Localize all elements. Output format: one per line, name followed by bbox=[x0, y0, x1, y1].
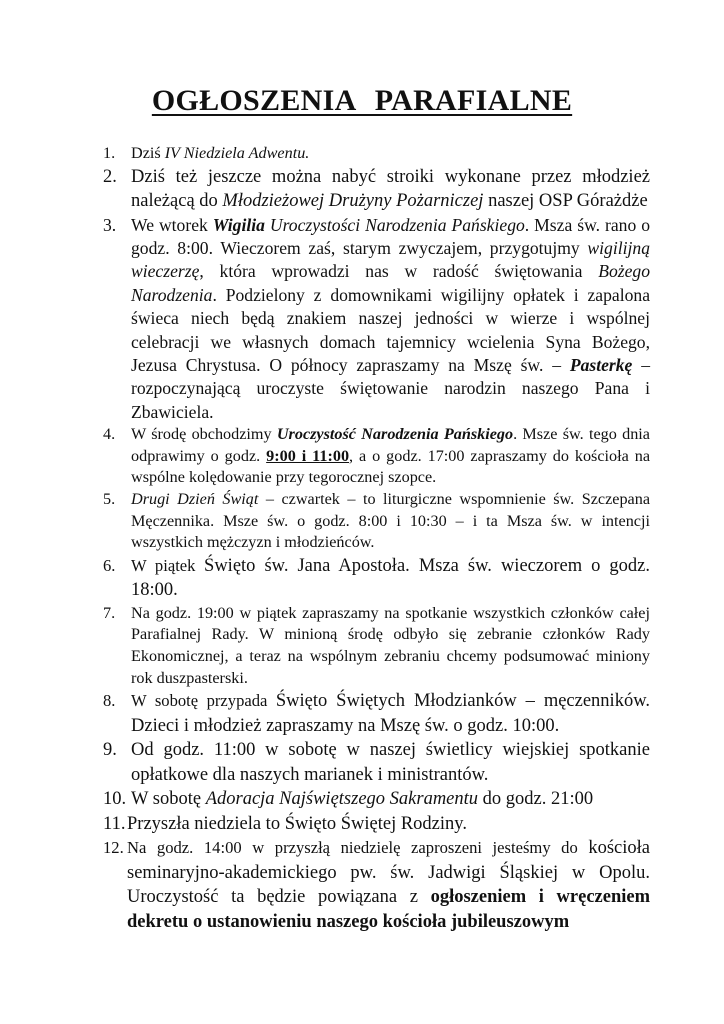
item-number: 7. bbox=[103, 603, 116, 622]
list-item: 4. W środę obchodzimy Uroczystość Narodzenia Pańskiego. Msze św. tego dnia odprawimy o godz. 9:00 i 11:00, a o godz. 17:00 zapraszamy do kościoła na wspólne kolędowanie przy tegorocznej szopce. bbox=[103, 425, 651, 487]
list-item: 7. Na godz. 19:00 w piątek zapraszamy na spotkanie wszystkich członków całej Parafialnej Rady. W minioną środę odbyło się zebranie członków Rady Ekonomicznej, a teraz na wspólnym zebraniu chcemy podsumować miniony rok duszpasterski. bbox=[103, 603, 650, 687]
list-item: 5. Drugi Dzień Świąt – czwartek – to liturgiczne wspomnienie św. Szczepana Męczennika. Msze św. o godz. 8:00 i 10:30 – i ta Msza św. w intencji wszystkich mężczyzn i młodzieńców. bbox=[103, 490, 651, 552]
item-number: 4. bbox=[103, 425, 116, 444]
item-number: 5. bbox=[103, 490, 116, 509]
list-item: 3. We wtorek Wigilia Uroczystości Narodzenia Pańskiego. Msza św. rano o godz. 8:00. Wieczorem zaś, starym zwyczajem, przygotujmy wigilijną wieczerzę, która wprowadzi nas w radość świętowania Bożego Narodzenia. Podzielony z domownikami wigilijny opłatek i zapalona świeca niech będą znakiem naszej jedności w wierze i wspólnej celebracji we własnych domach tajemnicy wcielenia Syna Bożego, Jezusa Chrystusa. O północy zapraszamy na Mszę św. – Pasterkę – rozpoczynającą uroczyste świętowanie narodzin naszego Pana i Zbawiciela. bbox=[103, 214, 650, 422]
item-number: 12. bbox=[103, 838, 124, 858]
item-number: 9. bbox=[103, 740, 117, 761]
document-title: OGŁOSZENIA PARAFIALNE bbox=[151, 84, 573, 117]
list-item: 9. Od godz. 11:00 w sobotę w naszej świetlicy wiejskiej spotkanie opłatkowe dla naszych marianek i ministrantów. bbox=[103, 740, 650, 785]
item-number: 1. bbox=[103, 144, 116, 162]
item-number: 8. bbox=[103, 691, 116, 711]
announcement-list bbox=[103, 143, 650, 934]
item-number: 3. bbox=[103, 214, 117, 235]
list-item: 8. W sobotę przypada Święto Świętych Młodzianków – męczenników. Dzieci i młodzież zapraszamy na Mszę św. o godz. 10:00. bbox=[103, 691, 650, 736]
list-item: 10. W sobotę Adoracja Najświętszego Sakramentu do godz. 21:00 bbox=[103, 787, 650, 812]
item-number: 2. bbox=[103, 166, 117, 187]
item-number: 10. bbox=[103, 789, 127, 810]
item-number: 6. bbox=[103, 555, 116, 575]
list-item: 11. Przyszła niedziela to Święto Świętej Rodziny. bbox=[103, 812, 650, 837]
list-item: 1. Dziś IV Niedziela Adwentu. bbox=[103, 143, 650, 165]
list-item: 12. Na godz. 14:00 w przyszłą niedzielę zaproszeni jesteśmy do kościoła seminaryjno-akademickiego pw. św. Jadwigi Śląskiej w Opolu. Uroczystość ta będzie powiązana z ogłoszeniem i wręczeniem dekretu o ustanowieniu naszego kościoła jubileuszowym bbox=[103, 838, 651, 932]
list-item: 2. Dziś też jeszcze można nabyć stroiki wykonane przez młodzież należącą do Młodzieżowej Drużyny Pożarniczej naszej OSP Górażdże bbox=[103, 166, 650, 212]
item-number: 11. bbox=[103, 813, 126, 834]
list-item: 6. W piątek Święto św. Jana Apostoła. Msza św. wieczorem o godz. 18:00. bbox=[103, 555, 650, 601]
